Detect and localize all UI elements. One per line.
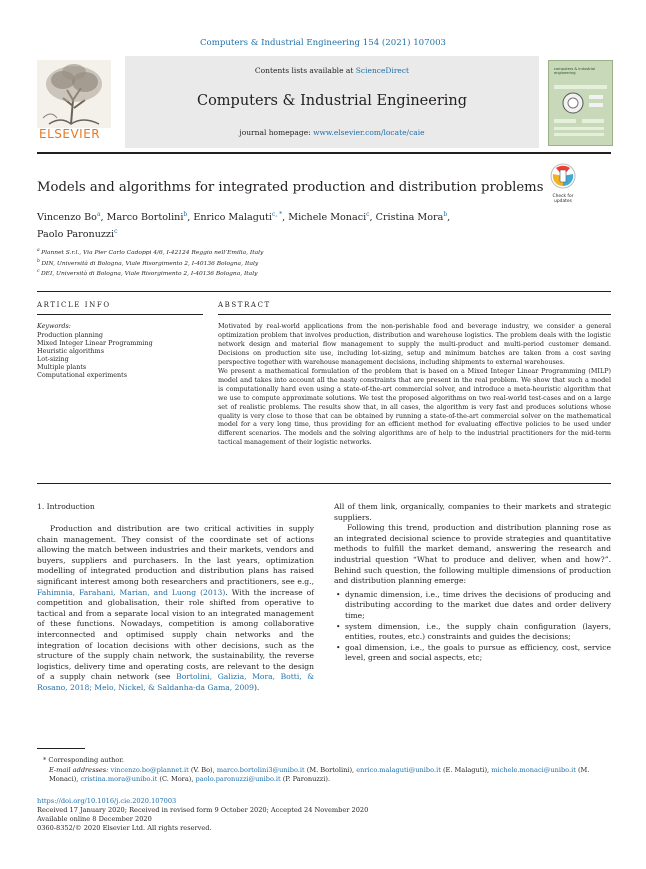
publication-info	[37, 797, 368, 833]
doi-link[interactable]: https://doi.org/10.1016/j.cie.2020.107003	[37, 797, 177, 805]
email-link[interactable]: michele.monaci@unibo.it	[491, 765, 576, 774]
affiliation-rule	[37, 291, 611, 292]
citation-fahimnia[interactable]: Fahimnia, Farahani, Marian, and Luong (2013)	[37, 587, 226, 597]
affiliation-text: DIN, Università di Bologna, Viale Risorgimento 2, I-40136 Bologna, Italy	[41, 260, 259, 267]
contents-line	[125, 66, 539, 75]
list-item: • goal dimension, i.e., the goals to pursue as efficiency, cost, service level, green and social aspects, etc;	[334, 643, 611, 664]
affiliation-mark: c	[37, 269, 41, 275]
keyword: Computational experiments	[37, 371, 128, 380]
affiliation-text: Plannet S.r.l., Via Pier Carlo Cadoppi 4/6, I-42124 Reggio nell’Emilia, Italy	[41, 249, 264, 256]
author-line-1: Vincenzo Bo$^a$, Marco Bortolini$^b$, Enrico Malaguti$^{c, *}$, Michele Monaci$^c$, Cristina Mora$^b$,	[37, 211, 451, 224]
sciencedirect-link[interactable]: ScienceDirect	[355, 66, 410, 75]
affiliation-text: DEI, Università di Bologna, Viale Risorgimento 2, I-40136 Bologna, Italy	[40, 271, 258, 278]
header-rule	[37, 152, 611, 154]
list-item: • system dimension, i.e., the supply chain configuration (layers, entities, routes, etc.) constraints and guides the decisions;	[334, 622, 611, 643]
homepage-line	[125, 128, 539, 137]
author-list	[37, 208, 517, 242]
keyword: Lot-sizing	[37, 355, 69, 364]
email-owner: (P. Paronuzzi).	[280, 775, 331, 784]
affiliation-mark: a	[37, 248, 42, 253]
email-addresses	[37, 766, 611, 785]
email-owner: (V. Bo),	[188, 765, 217, 774]
right-paragraph-2: Following this trend, production and distribution planning rose as an integrated decisional science to provide strategies and quantitative methods to fulfill the market demand, answering the research and industrial question “What to produce and deliver, when and how?”. Behind such question, the following multiple dimensions of production and distribution planning emerge:	[334, 523, 611, 586]
abstract-body	[218, 322, 611, 447]
contents-prefix: Contents lists available at	[254, 66, 354, 75]
received-dates: Received 17 January 2020; Received in revised form 9 October 2020; Accepted 24 November 2020	[37, 805, 369, 814]
intro-text-2: . With the increase of competition and globalisation, their role shifted from operative to tactical and from a separate local vision to an integrated management of these functions. Nowadays, competition is among collaborative interconnected and optimised supply chain networks and the integration of location decisions with other decisions, such as the structure of the supply chain network, the sustainability, the reverse logistics, delivery time and operating costs, are relevant to the design of a supply chain network (see	[37, 587, 314, 682]
dimension-list	[334, 590, 611, 664]
affiliation-list	[37, 247, 263, 279]
keyword: Production planning	[37, 331, 104, 339]
author-affiliation-mark[interactable]: c	[114, 228, 118, 236]
intro-paragraph-1	[37, 524, 314, 694]
abstract-paragraph-1: Motivated by real-world applications from the non-perishable food and beverage industry, we consider a general optimization problem that involves production, distribution and warehouse logistics. The problem deals with the logistic network design and material flow management to supply the multi-product and multi-period customer demand. Decisions on production site use, including lot-sizing, setup and minimum batches are taken from a cost saving perspective together with warehouse management decisions, including shipments to external warehouses.	[218, 322, 611, 366]
article-info-heading: ARTICLE INFO	[37, 301, 111, 309]
intro-text-1: Production and distribution are two critical activities in supply chain management. They consist of the coordinate set of actions allowing the match between industries and their markets, vendors and buyers, suppliers and purchasers. In the last years, optimization modelling of integrated production and distribution plans has raised significant interest among both researchers and practitioners, see e.g.,	[37, 524, 314, 586]
crossmark-icon	[547, 162, 579, 190]
author-affiliation-mark[interactable]: c	[366, 211, 370, 218]
cover-title: computers & industrial engineering	[554, 67, 596, 76]
affiliation	[37, 268, 263, 279]
keywords-label: Keywords:	[37, 322, 71, 330]
available-online: Available online 8 December 2020	[37, 814, 152, 823]
email-label: E-mail addresses:	[49, 765, 111, 774]
author-name: Cristina Mora	[375, 212, 444, 224]
keyword: Multiple plants	[37, 363, 87, 372]
author-name: Marco Bortolini	[106, 212, 184, 224]
masthead	[37, 56, 611, 148]
author-affiliation-mark[interactable]: b	[183, 211, 188, 218]
footnote-rule	[37, 748, 85, 749]
author-name: Michele Monaci	[288, 212, 367, 224]
email-owner: (E. Malaguti),	[440, 765, 492, 774]
corresponding-author-note: * Corresponding author.	[43, 756, 124, 764]
keyword-list	[37, 331, 153, 380]
email-link[interactable]: cristina.mora@unibo.it	[80, 775, 158, 784]
journal-reference[interactable]: Computers & Industrial Engineering 154 (2021) 107003	[199, 38, 447, 48]
author-line-2	[37, 225, 517, 242]
footnote	[37, 756, 611, 785]
affiliation	[37, 258, 263, 269]
citation-bortolini-melo[interactable]: Bortolini, Galizia, Mora, Botti, & Rosano, 2018; Melo, Nickel, & Saldanha-da Gama, 2009	[37, 672, 315, 692]
abstract-rule	[218, 314, 611, 315]
author-affiliation-mark[interactable]: b	[443, 211, 448, 218]
abstract-heading: ABSTRACT	[218, 301, 271, 309]
publisher-wordmark: ELSEVIER	[39, 127, 101, 141]
author-affiliation-mark[interactable]: a	[96, 211, 101, 218]
keyword: Heuristic algorithms	[37, 347, 104, 356]
author-name: Paolo Paronuzzi	[37, 229, 115, 241]
journal-cover-thumbnail	[548, 60, 613, 146]
journal-banner	[125, 56, 539, 148]
left-column	[37, 524, 314, 694]
homepage-prefix: journal homepage:	[239, 128, 311, 137]
email-link[interactable]: vincenzo.bo@plannet.it	[110, 765, 189, 774]
paper-title: Models and algorithms for integrated production and distribution problems	[37, 180, 544, 195]
cover-graphic-icon	[549, 83, 612, 143]
email-link[interactable]: paolo.paronuzzi@unibo.it	[195, 775, 281, 784]
email-owner: (M. Monaci),	[49, 765, 590, 784]
journal-name: Computers & Industrial Engineering	[196, 93, 468, 109]
article-info-rule	[37, 314, 203, 315]
author-name: Vincenzo Bo	[37, 212, 97, 224]
homepage-link[interactable]: www.elsevier.com/locate/caie	[313, 128, 425, 137]
right-paragraph-1: All of them link, organically, companies to their markets and strategic suppliers.	[334, 502, 611, 522]
right-column	[334, 502, 611, 664]
abstract-end-rule	[37, 483, 611, 484]
affiliation-mark: b	[37, 258, 42, 264]
email-owner: (C. Mora),	[157, 775, 196, 784]
email-link[interactable]: marco.bortolini3@unibo.it	[216, 765, 305, 774]
email-owner: (M. Bortolini),	[304, 765, 357, 774]
affiliation	[37, 247, 263, 258]
crossmark-label: Check for updates	[552, 194, 574, 204]
abstract-paragraph-2: We present a mathematical formulation of the problem that is based on a Mixed Integer Linear Programming (MILP) model and takes into account all the nasty constraints that are present in the real problem. We show that such a model is computationally hard even using a state-of-the-art commercial solver, and introduce a meta-heuristic algorithm that we use to compute approximate solutions. We test the proposed algorithms on two real-world test-cases and on a large set of realistic problems. The results show that, in all cases, the algorithm is very fast and produces solutions whose quality is very close to those that can be obtained by running a state-of-the-art commercial solver on the mathematical model for a very long time, thus providing for an efficient method for evaluating effective policies to be used under different scenarios. The models and the solving algorithms are of help to the industrial practitioners for the mid-term tactical management of their logistic networks.	[218, 366, 611, 447]
email-link[interactable]: enrico.malaguti@unibo.it	[356, 765, 441, 774]
keyword: Mixed Integer Linear Programming	[37, 339, 153, 348]
list-item: • dynamic dimension, i.e., time drives the decisions of producing and distributing according to the market due dates and order delivery time;	[334, 590, 611, 622]
intro-text-end: ).	[253, 682, 260, 692]
copyright: 0360-8352/© 2020 Elsevier Ltd. All rights reserved.	[37, 823, 212, 832]
author-name: Enrico Malaguti	[193, 212, 272, 224]
author-affiliation-mark[interactable]: c, *	[271, 211, 283, 218]
section-heading-introduction: 1. Introduction	[37, 502, 95, 511]
check-for-updates-badge[interactable]	[547, 162, 579, 202]
